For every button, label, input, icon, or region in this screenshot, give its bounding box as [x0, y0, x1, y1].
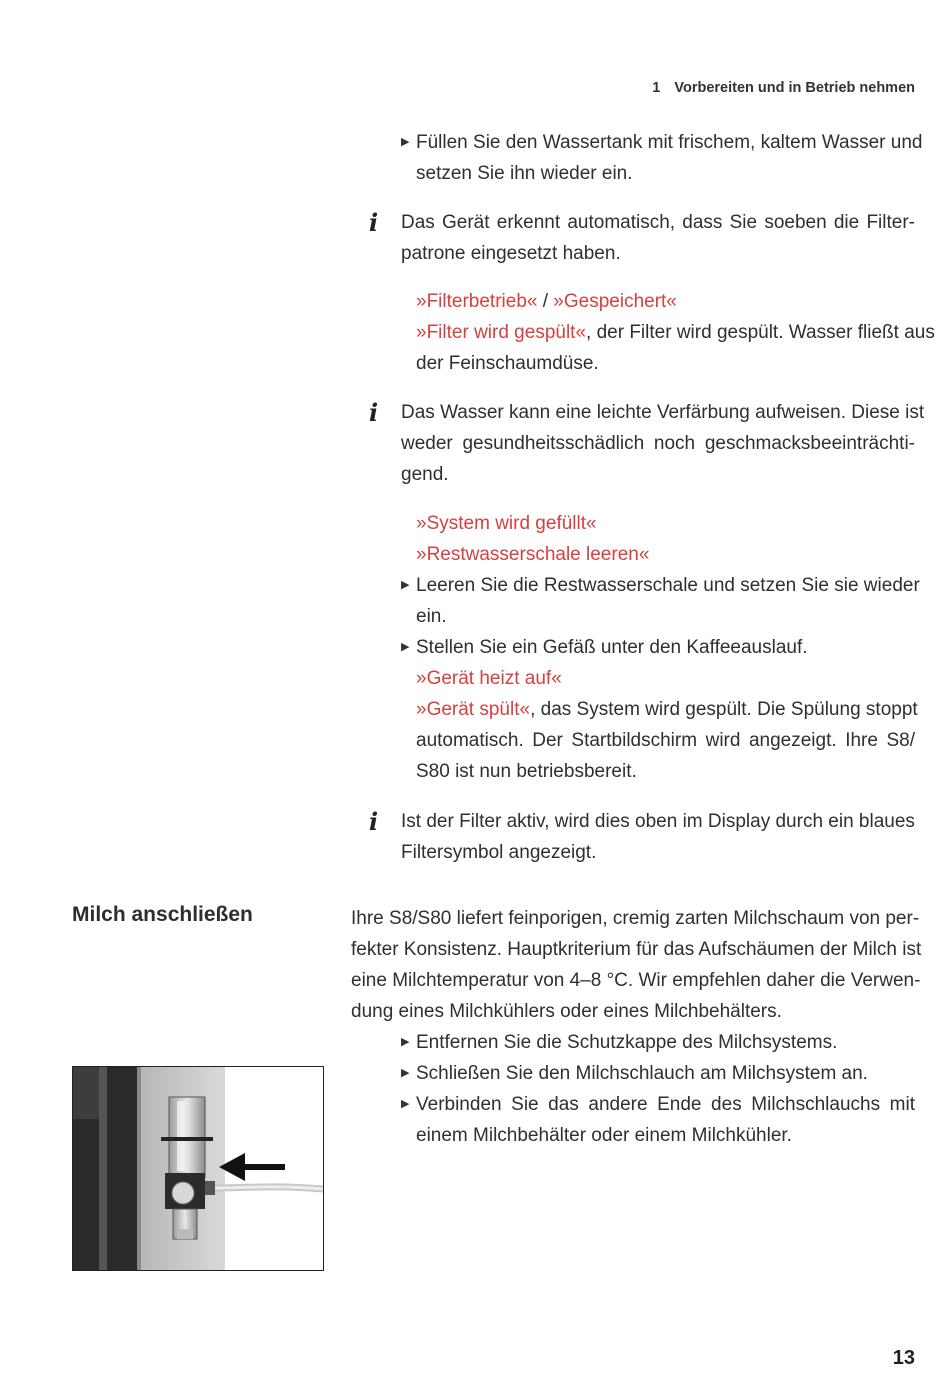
- step-fill-tank-line1: Füllen Sie den Wassertank mit frischem, kaltem Wasser und: [416, 132, 923, 153]
- info-icon: i: [369, 807, 379, 836]
- milk-intro-line3: eine Milchtemperatur von 4–8 °C. Wir empfehlen daher die Verwen-: [351, 970, 921, 991]
- milk-system-drawing: [73, 1067, 323, 1270]
- display-spuelt-line: [416, 694, 918, 725]
- display-gespeichert: »Gespeichert«: [553, 291, 677, 312]
- chapter-number: 1: [652, 80, 661, 96]
- machine-edge: [73, 1067, 99, 1119]
- display-filterbetrieb: »Filterbetrieb«: [416, 291, 538, 312]
- machine-seam: [99, 1067, 107, 1270]
- bullet-triangle-icon: ▶: [401, 1067, 410, 1079]
- step-connect-line1: Verbinden Sie das andere Ende des Milchschlauchs mit: [416, 1094, 915, 1115]
- display-separator: /: [537, 291, 554, 312]
- step-fill-tank-line2: setzen Sie ihn wieder ein.: [416, 163, 633, 184]
- chapter-title: Vorbereiten und in Betrieb nehmen: [674, 80, 915, 96]
- step-gefaess: Stellen Sie ein Gefäß unter den Kaffeeauslauf.: [416, 637, 808, 658]
- info1-line1: Das Gerät erkennt automatisch, dass Sie soeben die Filter-: [401, 212, 915, 233]
- info2-line3: gend.: [401, 464, 449, 485]
- milk-intro-line2: fekter Konsistenz. Hauptkriterium für das Aufschäumen der Milch ist: [351, 939, 922, 960]
- display3-line3: S80 ist nun betriebsbereit.: [416, 761, 637, 782]
- display-filter-gespuelt-rest: , der Filter wird gespült. Wasser fließt aus: [586, 322, 935, 343]
- display-restwasser: »Restwasserschale leeren«: [416, 544, 650, 565]
- tube-highlight: [177, 1101, 185, 1171]
- milk-intro-line1: Ihre S8/S80 liefert feinporigen, cremig zarten Milchschaum von per-: [351, 908, 920, 929]
- info3-line1: Ist der Filter aktiv, wird dies oben im Display durch ein blaues: [401, 811, 915, 832]
- step-leeren-line1: Leeren Sie die Restwasserschale und setzen Sie sie wieder: [416, 575, 920, 596]
- step-leeren-line2: ein.: [416, 606, 447, 627]
- display3-line2: automatisch. Der Startbildschirm wird angezeigt. Ihre S8/: [416, 730, 915, 751]
- connector-knob: [172, 1182, 194, 1204]
- bullet-triangle-icon: ▶: [401, 1098, 410, 1110]
- info1-line2: patrone eingesetzt haben.: [401, 243, 621, 264]
- milk-system-illustration: [72, 1066, 324, 1271]
- display-heizt: »Gerät heizt auf«: [416, 668, 562, 689]
- display1-line3: der Feinschaumdüse.: [416, 353, 599, 374]
- outlet-bracket: [161, 1137, 213, 1141]
- panel-edge: [137, 1067, 141, 1270]
- step-cap: Entfernen Sie die Schutzkappe des Milchsystems.: [416, 1032, 838, 1053]
- display-system-gefuellt: »System wird gefüllt«: [416, 513, 597, 534]
- info-icon: i: [369, 398, 379, 427]
- running-header: [652, 80, 915, 96]
- display-filter-gespuelt-line: [416, 317, 935, 348]
- bullet-triangle-icon: ▶: [401, 641, 410, 653]
- section-heading-milch: Milch anschließen: [72, 903, 253, 926]
- info2-line1: Das Wasser kann eine leichte Verfärbung aufweisen. Diese ist: [401, 402, 925, 423]
- nozzle-tip: [177, 1229, 193, 1239]
- step-hose: Schließen Sie den Milchschlauch am Milchsystem an.: [416, 1063, 868, 1084]
- info3-line2: Filtersymbol angezeigt.: [401, 842, 597, 863]
- bullet-triangle-icon: ▶: [401, 1036, 410, 1048]
- hose-fitting: [205, 1181, 215, 1195]
- info-icon: i: [369, 208, 379, 237]
- info2-line2: weder gesundheitsschädlich noch geschmacksbeeinträchti-: [401, 433, 915, 454]
- bullet-triangle-icon: ▶: [401, 579, 410, 591]
- milk-intro-line4: dung eines Milchkühlers oder eines Milchbehälters.: [351, 1001, 782, 1022]
- display-filter-gespuelt: »Filter wird gespült«: [416, 322, 587, 343]
- arrow-shaft: [243, 1164, 285, 1170]
- page-number: 13: [892, 1347, 915, 1369]
- step-connect-line2: einem Milchbehälter oder einem Milchkühler.: [416, 1125, 792, 1146]
- display-message-line: [416, 286, 677, 317]
- bullet-triangle-icon: ▶: [401, 136, 410, 148]
- display-spuelt: »Gerät spült«: [416, 699, 531, 720]
- display-spuelt-rest: , das System wird gespült. Die Spülung stoppt: [530, 699, 918, 720]
